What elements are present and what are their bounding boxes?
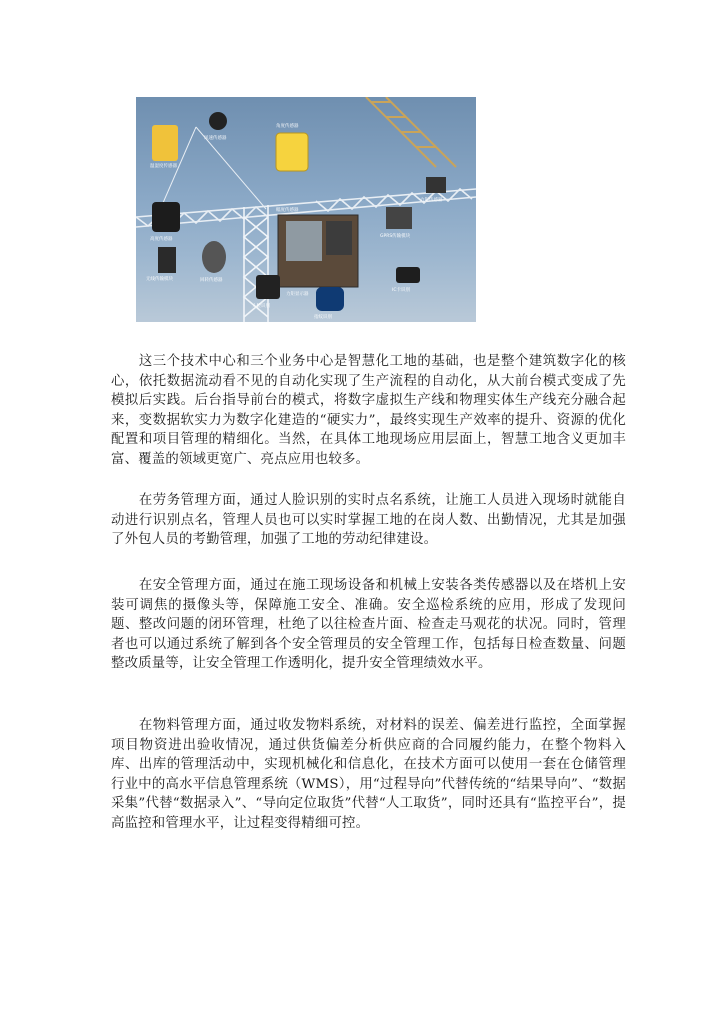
figure-label: 无线传输模块: [146, 277, 173, 282]
torque-sensor-device: [426, 177, 446, 193]
paragraph: 在物料管理方面，通过收发物料系统，对材料的误差、偏差进行监控，全面掌握项目物资进出验收情况，通过供货偏差分析供应商的合同履约能力，在整个物料入库、出库的管理活动中，实现机械化和信息化，在技术方面可以使用一套在仓储管理行业中的高水平信息管理系统（WMS），用“过程导向”代替传统的“结果导向”、“数据采集”代替“数据录入”、“导向定位取货”代替“人工取货”，同时还具有“监控平台”，提高监控和管理水平，让过程变得精细可控。: [111, 718, 626, 831]
figure-label: 幅度传感器: [276, 208, 299, 213]
gprs-module-device: [386, 207, 412, 229]
temperature-humidity-sensor-device: [152, 125, 178, 161]
angle-sensor-device: [276, 133, 308, 171]
figure-label: 人脸识别: [252, 304, 270, 309]
height-sensor-device: [152, 202, 180, 232]
figure-label: 温湿度传感器: [150, 164, 177, 169]
figure-label: 力矩传感器: [420, 198, 443, 203]
figure-label: 风速传感器: [204, 136, 227, 141]
wind-speed-sensor-device: [209, 112, 227, 130]
tower-crane-sensor-photo: [136, 97, 476, 322]
tower-crane-illustration: [136, 97, 476, 322]
ic-card-device: [396, 267, 420, 283]
figure-label: IC卡识别: [392, 288, 410, 293]
fingerprint-device: [316, 287, 344, 311]
right-crane-arm: [366, 97, 456, 167]
figure-label: 力矩显示器: [286, 292, 309, 297]
figure-label: 高度传感器: [150, 237, 173, 242]
figure-label: 回转传感器: [200, 278, 223, 283]
figure-label: GPRS传输模块: [380, 234, 411, 239]
paragraph: 在安全管理方面，通过在施工现场设备和机械上安装各类传感器以及在塔机上安装可调焦的摄像头等，保障施工安全、准确。安全巡检系统的应用，形成了发现问题、整改问题的闭环管理，杜绝了以往检查片面、检查走马观花的状况。同时，管理者也可以通过系统了解到各个安全管理员的安全管理工作，包括每日检查数量、问题整改质量等，让安全管理工作透明化，提升安全管理绩效水平。: [111, 578, 626, 672]
slewing-sensor-device: [202, 241, 226, 273]
wireless-module-device: [158, 247, 176, 273]
paragraph: 这三个技术中心和三个业务中心是智慧化工地的基础，也是整个建筑数字化的核心，依托数据流动看不见的自动化实现了生产流程的自动化，从大前台模式变成了先模拟后实践。后台指导前台的模式，将数字虚拟生产线和物理实体生产线充分融合起来，变数据软实力为数字化建造的“硬实力”，最终实现生产效率的提升、资源的优化配置和项目管理的精细化。当然，在具体工地现场应用层面上，智慧工地含义更加丰富、覆盖的领域更宽广、亮点应用也较多。: [111, 354, 626, 467]
figure-label: 角度传感器: [276, 124, 299, 129]
face-recognition-device: [256, 275, 280, 299]
paragraph: 在劳务管理方面，通过人脸识别的实时点名系统，让施工人员进入现场时就能自动进行识别点名，管理人员也可以实时掌握工地的在岗人数、出勤情况，尤其是加强了外包人员的考勤管理，加强了工地的劳动纪律建设。: [111, 493, 626, 548]
figure-label: 指纹识别: [314, 315, 332, 320]
